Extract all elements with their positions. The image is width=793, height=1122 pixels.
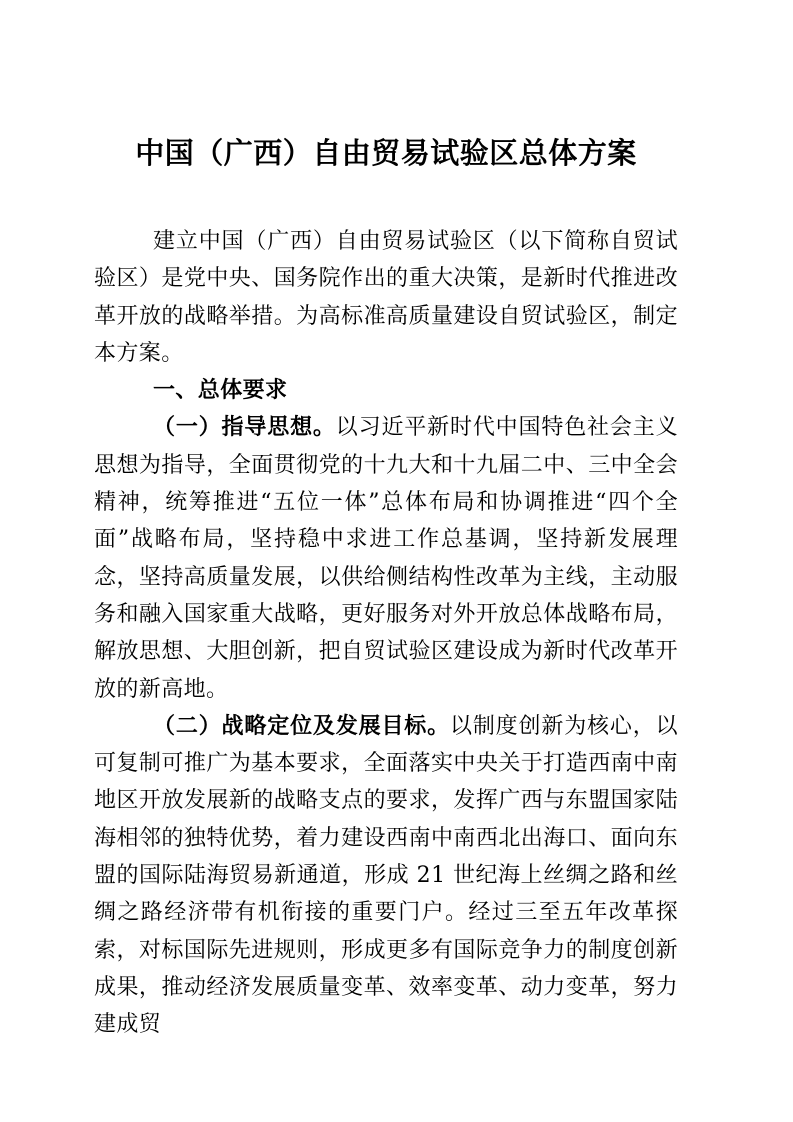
paragraph-text-guiding-ideology: 以习近平新时代中国特色社会主义思想为指导，全面贯彻党的十九大和十九届二中、三中全会精神，统筹推进“五位一体”总体布局和协调推进“四个全面”战略布局，坚持稳中求进工作总基调，坚持新发展理念，坚持高质量发展，以供给侧结构性改革为主线，主动服务和融入国家重大战略，更好服务对外开放总体战略布局，解放思想、大胆创新，把自贸试验区建设成为新时代改革开放的新高地。 bbox=[94, 415, 678, 702]
document-content bbox=[94, 0, 678, 1044]
document-title: 中国（广西）自由贸易试验区总体方案 bbox=[135, 136, 637, 170]
paragraph-strategic-positioning bbox=[94, 708, 678, 1044]
section-heading-overall-requirements: 一、总体要求 bbox=[153, 378, 288, 404]
paragraph-text-strategic-positioning: 以制度创新为核心，以可复制可推广为基本要求，全面落实中央关于打造西南中南地区开放发展新的战略支点的要求，发挥广西与东盟国家陆海相邻的独特优势，着力建设西南中南西北出海口、面向东盟的国际陆海贸易新通道，形成 21 世纪海上丝绸之路和丝绸之路经济带有机衔接的重要门户。经过三至五年改革探索，对标国际先进规则，形成更多有国际竞争力的制度创新成果，推动经济发展质量变革、效率变革、动力变革，努力建成贸 bbox=[94, 713, 678, 1038]
paragraph-intro: 建立中国（广西）自由贸易试验区（以下简称自贸试验区）是党中央、国务院作出的重大决策，是新时代推进改革开放的战略举措。为高标准高质量建设自贸试验区，制定本方案。 bbox=[94, 229, 678, 366]
paragraph-lead-guiding-ideology: （一）指导思想。 bbox=[153, 414, 336, 441]
paragraph-lead-strategic-positioning: （二）战略定位及发展目标。 bbox=[153, 712, 450, 739]
paragraph-guiding-ideology bbox=[94, 409, 678, 707]
